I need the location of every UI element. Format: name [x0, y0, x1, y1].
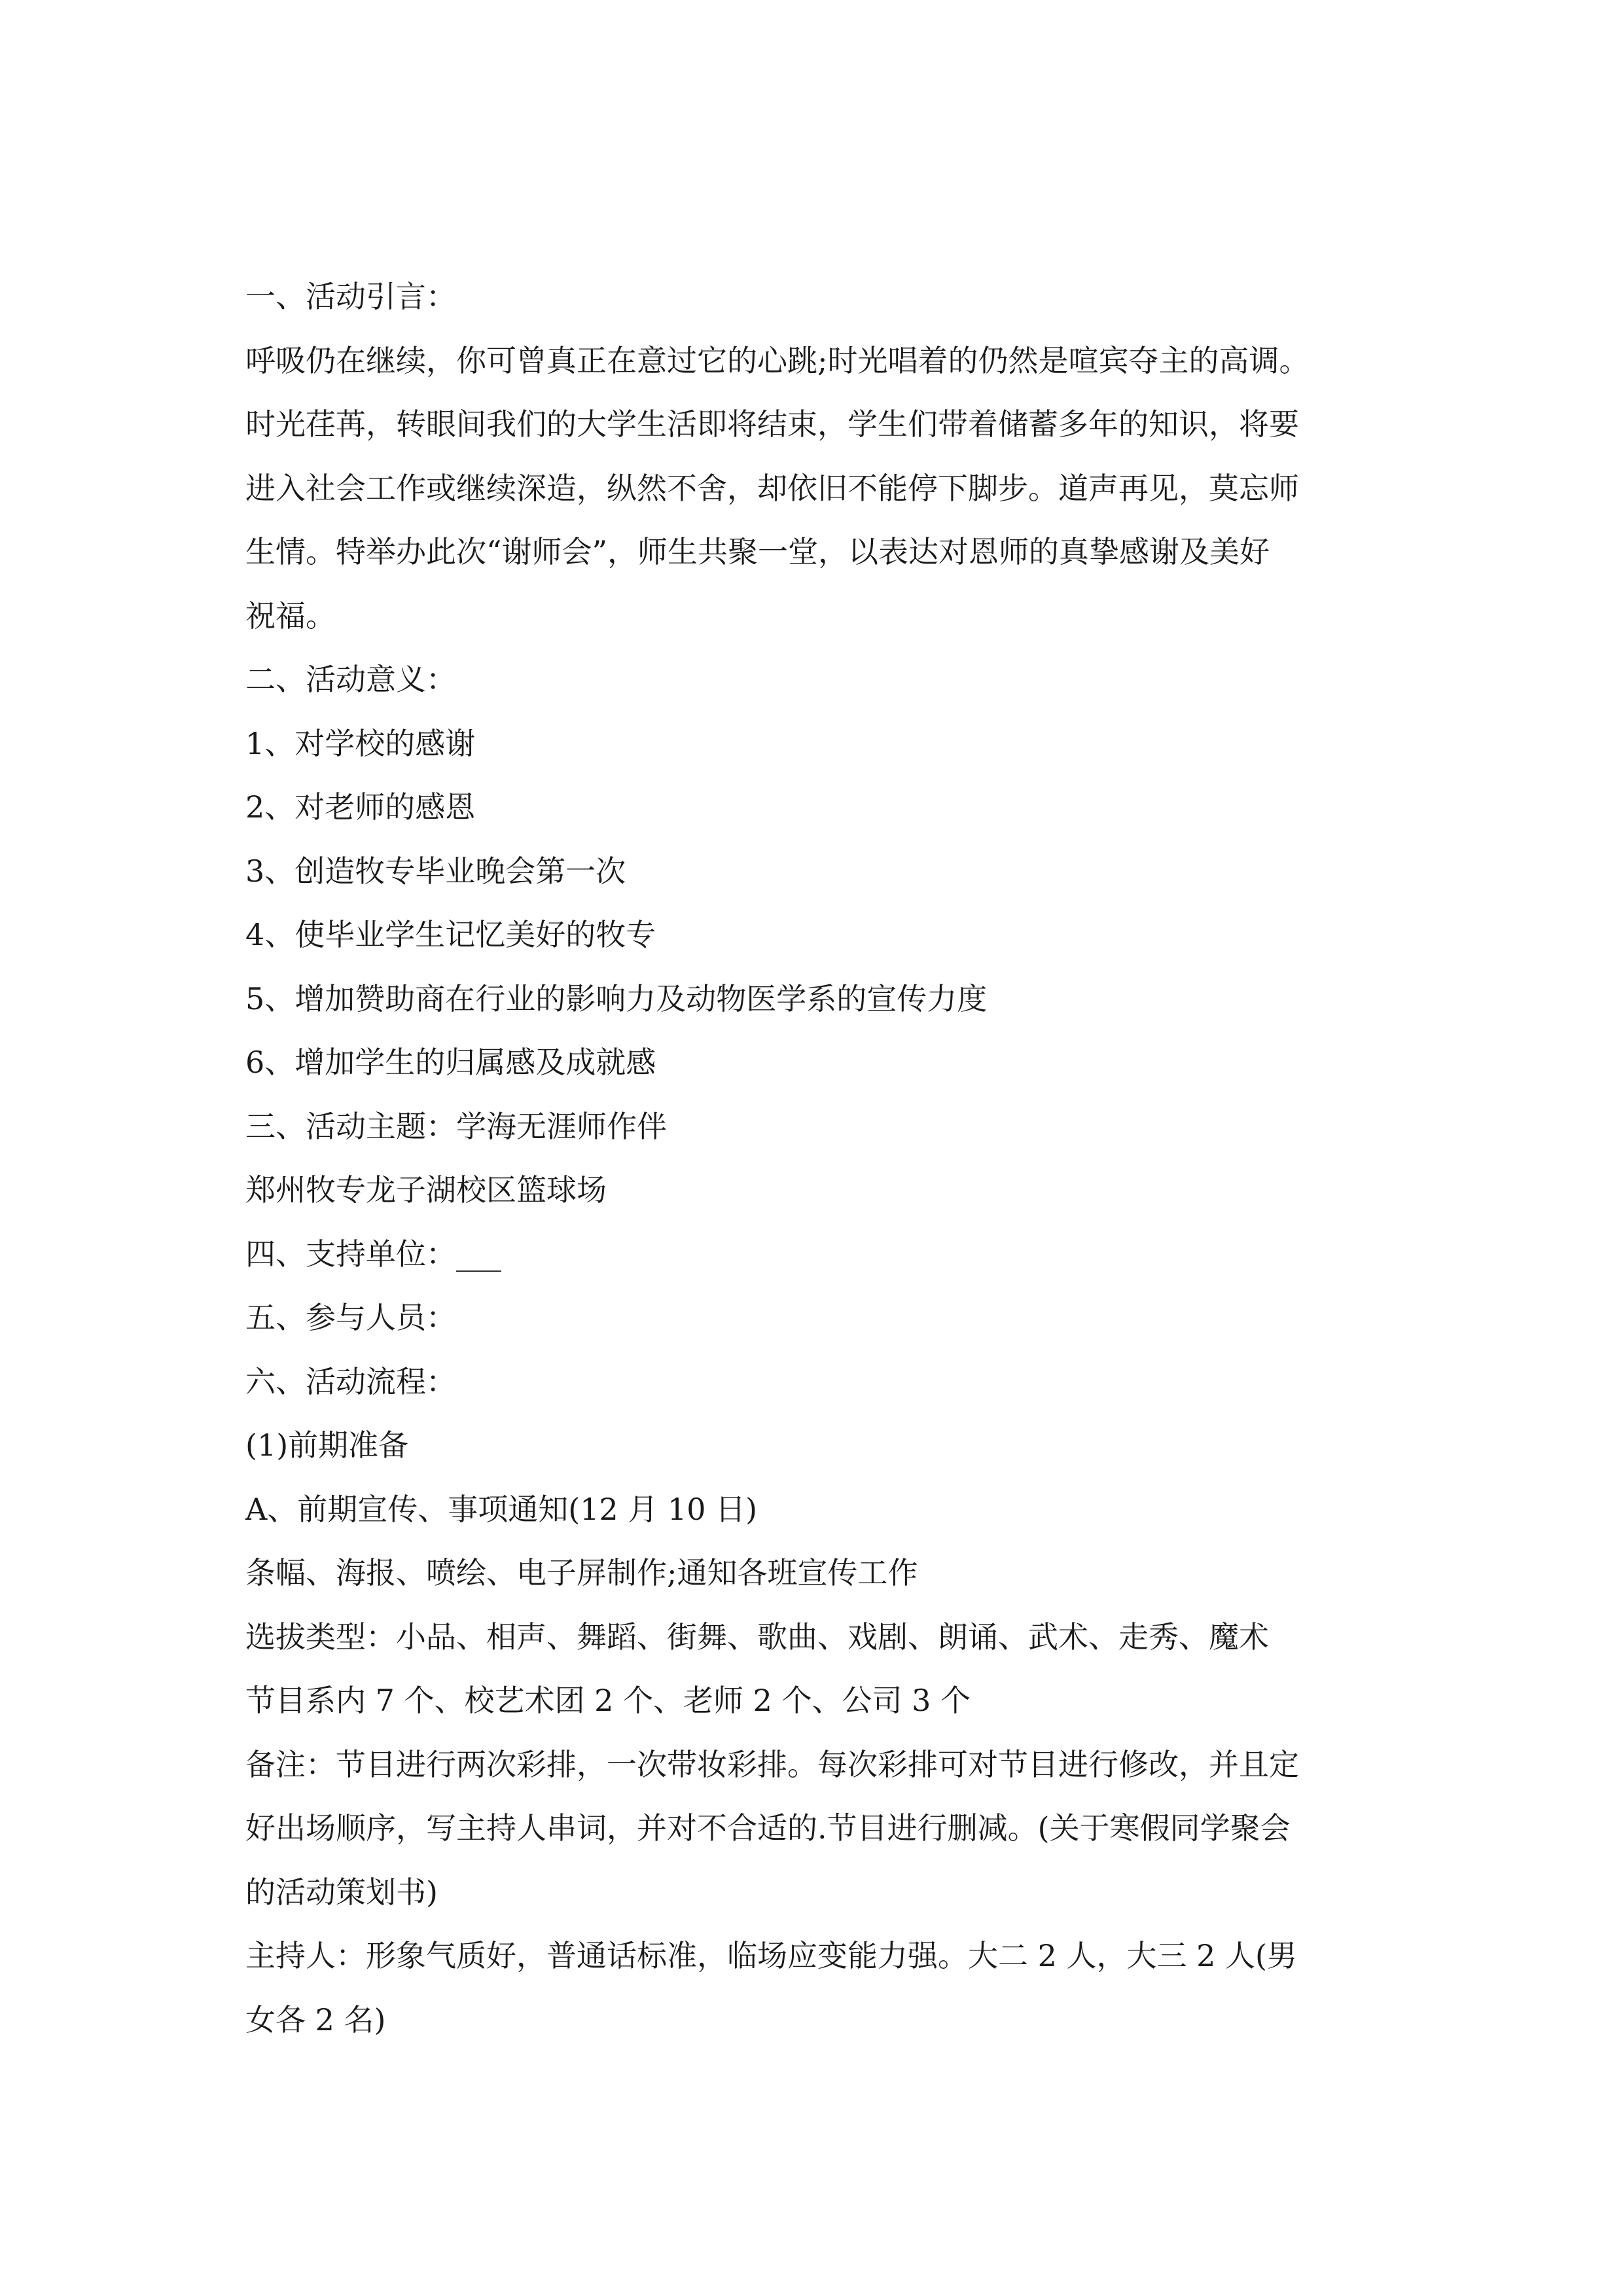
host-paragraph-line: 女各 2 名): [245, 2001, 386, 2037]
process-item: 节目系内 7 个、校艺术团 2 个、老师 2 个、公司 3 个: [245, 1683, 971, 1718]
intro-paragraph-line: 祝福。: [245, 598, 336, 634]
significance-list-item: 3、创造牧专毕业晚会第一次: [245, 853, 626, 889]
notes-paragraph-line: 的活动策划书): [245, 1874, 438, 1910]
intro-paragraph-line: 呼吸仍在继续，你可曾真正在意过它的心跳;时光唱着的仍然是喧宾夺主的高调。: [245, 342, 1310, 378]
intro-paragraph-line: 生情。特举办此次“谢师会”，师生共聚一堂，以表达对恩师的真挚感谢及美好: [245, 534, 1270, 569]
significance-list-item: 2、对老师的感恩: [245, 789, 476, 825]
section-heading-support: 四、支持单位：___: [245, 1236, 501, 1272]
subsection-heading-preparation: (1)前期准备: [245, 1427, 409, 1463]
process-item: A、前期宣传、事项通知(12 月 10 日): [245, 1491, 758, 1527]
intro-paragraph-line: 进入社会工作或继续深造，纵然不舍，却依旧不能停下脚步。道声再见，莫忘师: [245, 470, 1299, 506]
host-paragraph-line: 主持人：形象气质好，普通话标准，临场应变能力强。大二 2 人，大三 2 人(男: [245, 1938, 1297, 1973]
section-heading-intro: 一、活动引言：: [245, 279, 456, 314]
section-heading-theme: 三、活动主题：学海无涯师作伴: [245, 1108, 667, 1144]
process-item: 条幅、海报、喷绘、电子屏制作;通知各班宣传工作: [245, 1555, 918, 1590]
venue-text: 郑州牧专龙子湖校区篮球场: [245, 1172, 607, 1208]
significance-list-item: 5、增加赞助商在行业的影响力及动物医学系的宣传力度: [245, 980, 988, 1016]
significance-list-item: 1、对学校的感谢: [245, 725, 476, 761]
intro-paragraph-line: 时光荏苒，转眼间我们的大学生活即将结束，学生们带着储蓄多年的知识，将要: [245, 406, 1299, 442]
notes-paragraph-line: 备注：节目进行两次彩排，一次带妆彩排。每次彩排可对节目进行修改，并且定: [245, 1746, 1299, 1782]
section-heading-process: 六、活动流程：: [245, 1363, 456, 1399]
section-heading-significance: 二、活动意义：: [245, 662, 456, 697]
significance-list-item: 4、使毕业学生记忆美好的牧专: [245, 917, 656, 952]
significance-list-item: 6、增加学生的归属感及成就感: [245, 1045, 656, 1080]
section-heading-participants: 五、参与人员：: [245, 1300, 456, 1335]
process-item: 选拔类型：小品、相声、舞蹈、街舞、歌曲、戏剧、朗诵、武术、走秀、魔术: [245, 1619, 1269, 1655]
notes-paragraph-line: 好出场顺序，写主持人串词，并对不合适的.节目进行删减。(关于寒假同学聚会: [245, 1810, 1291, 1846]
document-page: [245, 265, 1397, 2052]
